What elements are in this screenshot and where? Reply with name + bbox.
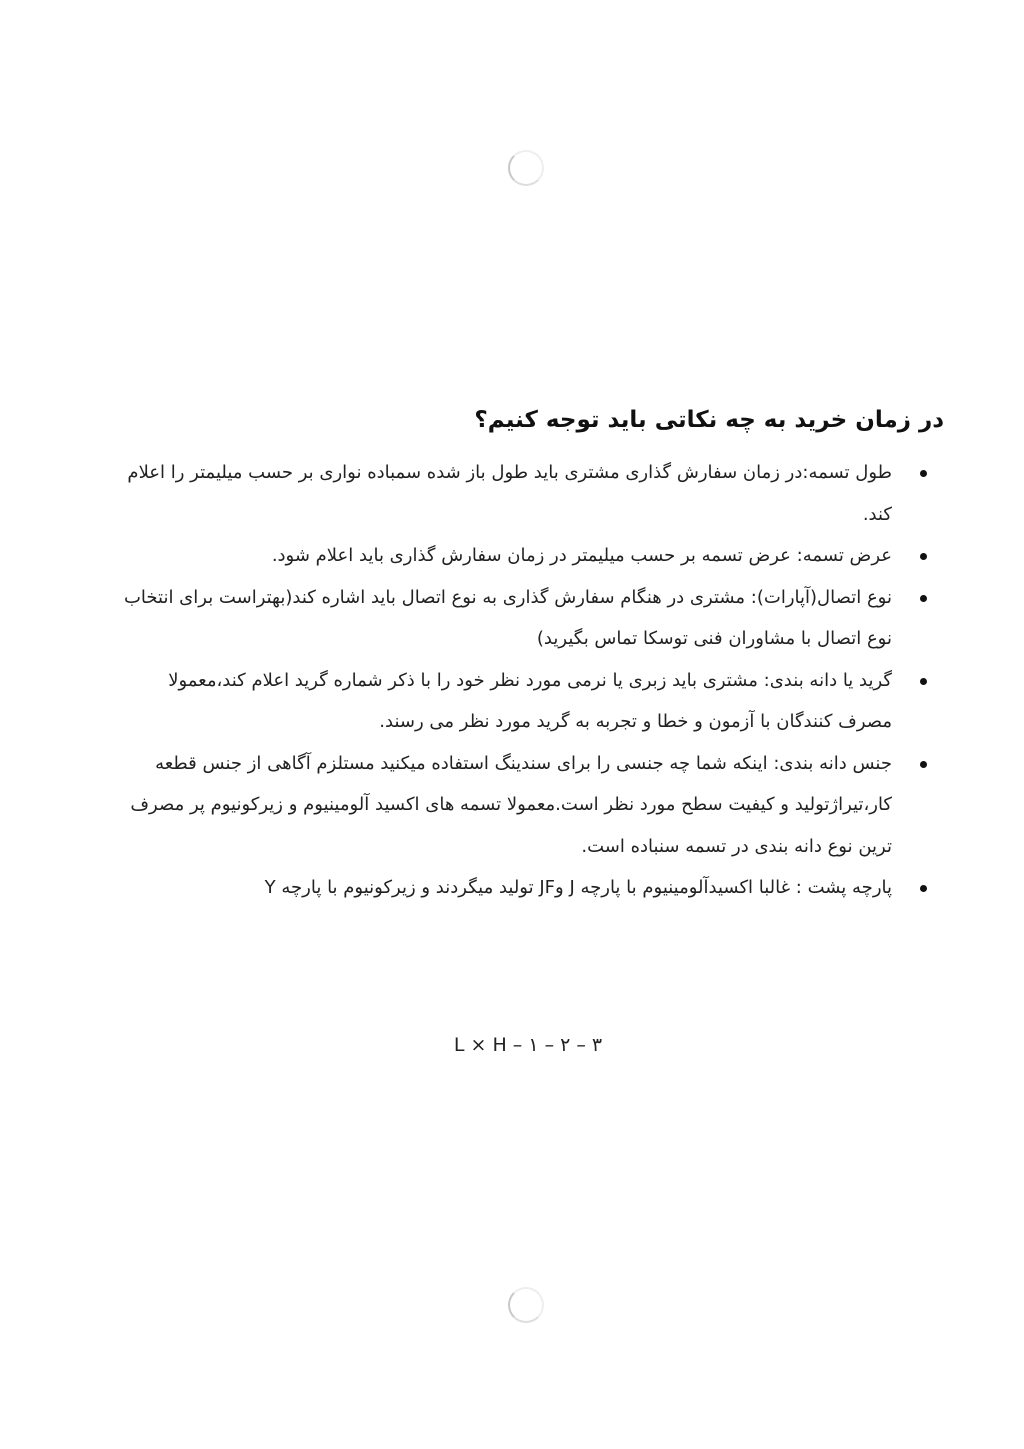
tip-text: نوع اتصال(آپارات): مشتری در هنگام سفارش گذاری به نوع اتصال باید اشاره کند(بهتراست برای انتخاب نوع اتصال با مشاوران فنی توسکا تماس بگیرید): [123, 586, 892, 649]
size-formula: L × H – ۱ – ۲ – ۳: [453, 1034, 603, 1056]
bullet-icon: [920, 470, 927, 477]
tip-text: عرض تسمه: عرض تسمه بر حسب میلیمتر در زمان سفارش گذاری باید اعلام شود.: [271, 545, 892, 566]
tip-grit-grade: [110, 660, 892, 743]
tip-text: طول تسمه:در زمان سفارش گذاری مشتری باید طول باز شده سمباده نواری بر حسب میلیمتر را اعلام کند.: [127, 462, 892, 525]
tip-text: پارچه پشت : غالبا اکسیدآلومینیوم با پارچه J وJF تولید میگردند و زیرکونیوم با پارچه Y: [264, 877, 892, 898]
bullet-icon: [920, 761, 927, 768]
tips-list: [110, 452, 944, 909]
bullet-icon: [920, 678, 927, 685]
bullet-icon: [920, 595, 927, 602]
tip-text: جنس دانه بندی: اینکه شما چه جنسی را برای سندینگ استفاده میکنید مستلزم آگاهی از جنس قطعه کار،تیراژتولید و کیفیت سطح مورد نظر است.معمولا تسمه های اکسید آلومینیوم و زیرکونیوم پر مصرف ترین نوع دانه بندی در تسمه سنباده است.: [130, 752, 892, 857]
loading-spinner-icon: [508, 1287, 544, 1323]
tip-grain-material: [110, 743, 892, 868]
article-section: [110, 398, 944, 909]
tip-belt-length: [110, 452, 892, 535]
bullet-icon: [920, 553, 927, 560]
tip-text: گرید یا دانه بندی: مشتری باید زبری یا نرمی مورد نظر خود را با ذکر شماره گرید اعلام کند،معمولا مصرف کنندگان با آزمون و خطا و تجربه به گرید مورد نظر می رسند.: [168, 669, 892, 732]
section-heading: در زمان خرید به چه نکاتی باید توجه کنیم؟: [474, 407, 944, 433]
loading-spinner-icon: [508, 150, 544, 186]
bullet-icon: [920, 885, 927, 892]
tip-joint-type: [110, 577, 892, 660]
tip-belt-width: [110, 535, 892, 577]
tip-backing-cloth: [110, 867, 892, 909]
